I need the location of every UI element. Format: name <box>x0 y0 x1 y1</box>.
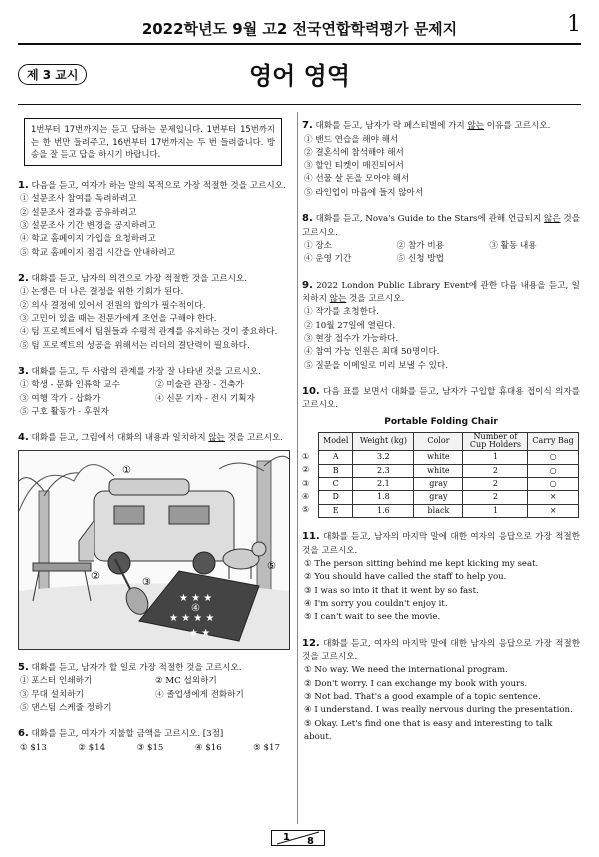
table-cell: 1 <box>463 451 528 464</box>
row-marker[interactable]: ⑤ <box>302 505 310 515</box>
chair-table-wrap <box>302 432 580 519</box>
option[interactable]: ① 설문조사 참여를 독려하려고 <box>20 194 137 205</box>
table-cell: 1 <box>463 504 528 517</box>
question-number: 6. <box>18 728 29 740</box>
negation-underline: 않는 <box>329 294 347 304</box>
option[interactable]: ③ 현장 접수가 가능하다. <box>304 333 399 344</box>
option[interactable]: ② 결혼식에 참석해야 해서 <box>304 147 404 158</box>
question-number: 11. <box>302 531 320 543</box>
table-cell: × <box>528 491 578 504</box>
question-text: 2022 London Public Library Event에 관한 다음 내용을 듣고, 일치하지 <box>302 280 580 304</box>
question-text: 대화를 듣고, 두 사람의 관계를 가장 잘 나타낸 것을 고르시오. <box>31 366 261 377</box>
option[interactable]: ④ 선물 살 돈을 모아야 해서 <box>304 174 410 185</box>
marker-4: ④ <box>191 602 200 614</box>
question-number: 9. <box>302 279 313 291</box>
left-tree <box>39 491 49 601</box>
column-header: Weight (kg) <box>353 432 414 451</box>
option[interactable]: ① 논쟁은 더 나은 결정을 위한 기회가 된다. <box>20 287 184 298</box>
marker-3: ③ <box>142 576 151 588</box>
option[interactable]: ② 참가 비용 <box>396 240 444 251</box>
negation-underline: 않는 <box>467 121 485 131</box>
right-column <box>302 118 580 755</box>
question-11 <box>302 529 580 624</box>
table-cell: E <box>319 504 353 517</box>
option[interactable]: ⑤ Okay. Let's find one that is easy and interesting to talk about. <box>304 718 553 742</box>
question-number: 12. <box>302 637 320 649</box>
question-9: 9. 2022 London Public Library Event에 관한 다음 내용을 듣고, 일치하지 않는 것을 고르시오. ① 작가를 초청한다. ② 10월 27일에 열린다. ③ 현장 접수가 가능하다. ④ 참여 가능 인원은 최대 50명이다. ⑤ 질문을 이메일로 미리 보낼 수 있다. <box>302 278 580 373</box>
marker-1: ① <box>122 464 131 476</box>
question-10 <box>302 384 580 518</box>
svg-text:★ ★: ★ ★ <box>189 627 211 639</box>
option[interactable]: ④ $16 <box>194 742 222 753</box>
svg-text:★ ★ ★ ★: ★ ★ ★ ★ <box>169 612 215 624</box>
option[interactable]: ② $14 <box>78 742 106 753</box>
left-column <box>18 118 288 766</box>
table-cell: 1.8 <box>353 491 414 504</box>
option[interactable]: ④ 학교 홈페이지 가입을 요청하려고 <box>20 234 156 245</box>
option[interactable]: ⑤ 댄스팀 스케줄 정하기 <box>20 703 112 714</box>
negation-underline: 않은 <box>543 214 561 225</box>
option[interactable]: ② MC 섭외하기 <box>155 676 217 687</box>
row-marker[interactable]: ② <box>302 465 310 475</box>
question-text: 대화를 듣고, 그림에서 대화의 내용과 일치하지 <box>31 433 209 444</box>
table-cell: C <box>319 478 353 491</box>
option[interactable]: ① 밴드 연습을 해야 해서 <box>304 134 399 145</box>
question-text: 다음을 듣고, 여자가 하는 말의 목적으로 가장 적절한 것을 고르시오. <box>31 180 286 191</box>
option[interactable]: ② 설문조사 결과를 공유하려고 <box>20 207 137 218</box>
option[interactable]: ① 장소 <box>304 240 332 251</box>
option[interactable]: ④ I understand. I was really nervous during the presentation. <box>304 705 573 716</box>
camper-van <box>79 479 234 574</box>
question-number: 8. <box>302 213 313 225</box>
table-cell: white <box>414 451 463 464</box>
option[interactable]: ③ 고민이 있을 때는 전문가에게 조언을 구해야 한다. <box>20 314 217 325</box>
question-text: 대화를 듣고, Nova's Guide to the Stars에 관해 언급되지 <box>315 214 544 225</box>
option[interactable]: ⑤ 학교 홈페이지 점검 시간을 안내하려고 <box>20 247 176 258</box>
table-row[interactable] <box>319 451 579 464</box>
option[interactable]: ③ 무대 설치하기 <box>20 689 84 700</box>
question-12 <box>302 636 580 745</box>
table-cell: 2.1 <box>353 478 414 491</box>
option[interactable]: ① No way. We need the international program. <box>304 665 508 676</box>
table-cell: 1.6 <box>353 504 414 517</box>
listening-notice: 1번부터 17번까지는 듣고 답하는 문제입니다. 1번부터 15번까지는 한 번만 들려주고, 16번부터 17번까지는 두 번 들려줍니다. 방송을 잘 듣고 답을 하시기 바랍니다. <box>24 118 282 166</box>
question-number: 7. <box>302 120 313 131</box>
marker-2: ② <box>91 570 100 582</box>
table-cell: gray <box>414 478 463 491</box>
option[interactable]: ② You should have called the staff to help you. <box>304 572 507 583</box>
question-7: 7. 대화를 듣고, 남자가 락 페스티벌에 가지 않는 이유를 고르시오. ① 밴드 연습을 해야 해서 ② 결혼식에 참석해야 해서 ③ 할인 티켓이 매진되어서 ④ 선물 살 돈을 모아야 해서 ⑤ 라인업이 마음에 들지 않아서 <box>302 118 580 200</box>
column-header: Carry Bag <box>528 432 578 451</box>
row-marker[interactable]: ③ <box>302 478 310 488</box>
table-cell: × <box>528 504 578 517</box>
question-number: 10. <box>302 385 320 397</box>
svg-text:★ ★ ★: ★ ★ ★ <box>179 592 213 604</box>
option[interactable]: ⑤ 신청 방법 <box>396 254 444 265</box>
table-row[interactable] <box>319 491 579 504</box>
question-4: 4. 대화를 듣고, 그림에서 대화의 내용과 일치하지 않는 것을 고르시오. ★ ★ ★ ★ ★ ★ ★ ★ ★ ① ② ③ ④ ⑤ <box>18 430 288 650</box>
table-cell: 2 <box>463 491 528 504</box>
page-indicator-box <box>271 830 325 846</box>
page-current: 1 <box>283 832 290 843</box>
table-title: Portable Folding Chair <box>384 416 498 427</box>
table-header-row <box>319 432 579 451</box>
option[interactable]: ③ Not bad. That's a good example of a topic sentence. <box>304 691 541 702</box>
option[interactable]: ② 미술관 관장 - 건축가 <box>155 380 244 391</box>
question-1 <box>18 178 288 260</box>
option[interactable]: ⑤ 라인업이 마음에 들지 않아서 <box>304 187 424 198</box>
row-marker[interactable]: ④ <box>302 491 310 501</box>
question-text: 대화를 듣고, 남자가 할 일로 가장 적절한 것을 고르시오. <box>31 662 242 673</box>
question-text: 대화를 듣고, 여자의 마지막 말에 대한 남자의 응답으로 가장 적절한 것을 고르시오. <box>302 638 580 663</box>
table-cell: ○ <box>528 451 578 464</box>
column-header: Model <box>319 432 353 451</box>
option[interactable]: ③ 활동 내용 <box>489 240 537 251</box>
option[interactable]: ⑤ 구호 활동가 - 후원자 <box>20 407 109 418</box>
table-row[interactable] <box>319 478 579 491</box>
option[interactable]: ③ 여행 작가 - 삽화가 <box>20 393 101 404</box>
option[interactable]: ④ 신문 기자 - 전시 기획자 <box>155 393 255 404</box>
table-row[interactable] <box>319 504 579 517</box>
question-3 <box>18 364 288 419</box>
subheader-rule <box>18 104 581 105</box>
option[interactable]: ④ I'm sorry you couldn't enjoy it. <box>304 598 448 609</box>
option[interactable]: ③ 설문조사 기간 변경을 공지하려고 <box>20 220 156 231</box>
option[interactable]: ④ 참여 가능 인원은 최대 50명이다. <box>304 347 440 358</box>
table-cell: B <box>319 464 353 477</box>
option[interactable]: ④ 운영 기간 <box>304 254 352 265</box>
table-cell: 2.3 <box>353 464 414 477</box>
header-rule <box>18 43 581 45</box>
session-badge: 제 3 교시 <box>18 64 87 85</box>
table-cell: D <box>319 491 353 504</box>
marker-5: ⑤ <box>267 560 276 572</box>
option[interactable]: ③ 할인 티켓이 매진되어서 <box>304 161 404 172</box>
column-header: Color <box>414 432 463 451</box>
option[interactable]: ⑤ $17 <box>253 742 280 753</box>
option[interactable]: ① $13 <box>20 742 47 753</box>
question-text: 대화를 듣고, 남자가 락 페스티벌에 가지 <box>315 121 468 131</box>
question-text: 대화를 듣고, 남자의 의견으로 가장 적절한 것을 고르시오. <box>31 273 248 284</box>
table-cell: ○ <box>528 464 578 477</box>
table-cell: 2 <box>463 478 528 491</box>
camping-scene-svg <box>19 451 289 649</box>
option[interactable]: ② 의사 결정에 있어서 전원의 합의가 필수적이다. <box>20 300 206 311</box>
page-total: 8 <box>307 836 314 846</box>
row-marker[interactable]: ① <box>302 451 310 461</box>
option[interactable]: ④ 팀 프로젝트에서 팀원들과 수평적 관계를 유지하는 것이 중요하다. <box>20 327 278 338</box>
negation-underline: 않는 <box>208 433 225 444</box>
question-number: 1. <box>18 179 29 191</box>
option[interactable]: ① The person sitting behind me kept kicking my seat. <box>304 558 539 569</box>
question-6 <box>18 726 288 755</box>
question-text: 대화를 듣고, 여자가 지불할 금액을 고르시오. [3점] <box>31 729 224 740</box>
page-number: 1 <box>567 12 581 37</box>
question-number: 5. <box>18 661 29 673</box>
option[interactable]: ② Don't worry. I can exchange my book with yours. <box>304 678 528 689</box>
table-cell: A <box>319 451 353 464</box>
option[interactable]: ① 학생 - 문화 인류학 교수 <box>20 380 120 391</box>
column-divider <box>297 112 298 824</box>
column-header: Number of Cup Holders <box>463 432 528 451</box>
table-cell: white <box>414 464 463 477</box>
option[interactable]: ⑤ I can't wait to see the movie. <box>304 612 441 623</box>
option[interactable]: ① 포스터 인쇄하기 <box>20 676 93 687</box>
option[interactable]: ③ I was so into it that it went by so fast. <box>304 585 479 596</box>
option[interactable]: ② 10월 27일에 열린다. <box>304 320 396 331</box>
chair-table <box>318 432 579 519</box>
table-cell: 2 <box>463 464 528 477</box>
question-number: 3. <box>18 365 29 377</box>
option[interactable]: ⑤ 팀 프로젝트의 성공을 위해서는 리더의 결단력이 필요하다. <box>20 340 250 351</box>
exam-title: 2022학년도 9월 고2 전국연합학력평가 문제지 <box>141 20 458 38</box>
table-row[interactable] <box>319 464 579 477</box>
option[interactable]: ① 작가를 초청한다. <box>304 307 379 318</box>
option[interactable]: ④ 졸업생에게 전화하기 <box>155 689 244 700</box>
camping-illustration <box>18 450 290 650</box>
question-text: 다음 표를 보면서 대화를 듣고, 남자가 구입할 휴대용 접이식 의자를 고르시오. <box>302 386 580 411</box>
question-number: 2. <box>18 272 29 284</box>
question-5 <box>18 660 288 715</box>
table-cell: gray <box>414 491 463 504</box>
option[interactable]: ⑤ 질문을 이메일로 미리 보낼 수 있다. <box>304 360 448 371</box>
question-2 <box>18 271 288 353</box>
question-number: 4. <box>18 432 29 444</box>
page-indicator <box>271 830 325 846</box>
option[interactable]: ③ $15 <box>136 742 164 753</box>
question-8: 8. 대화를 듣고, Nova's Guide to the Stars에 관해 언급되지 않은 것을 고르시오. ① 장소 ② 참가 비용 ③ 활동 내용 ④ 운영 기간 ⑤ 신청 방법 <box>302 211 580 266</box>
table-cell: 3.2 <box>353 451 414 464</box>
question-text: 대화를 듣고, 남자의 마지막 말에 대한 여자의 응답으로 가장 적절한 것을 고르시오. <box>302 532 580 556</box>
table-cell: ○ <box>528 478 578 491</box>
subject-title: 영어 영역 <box>248 62 351 90</box>
table-cell: black <box>414 504 463 517</box>
